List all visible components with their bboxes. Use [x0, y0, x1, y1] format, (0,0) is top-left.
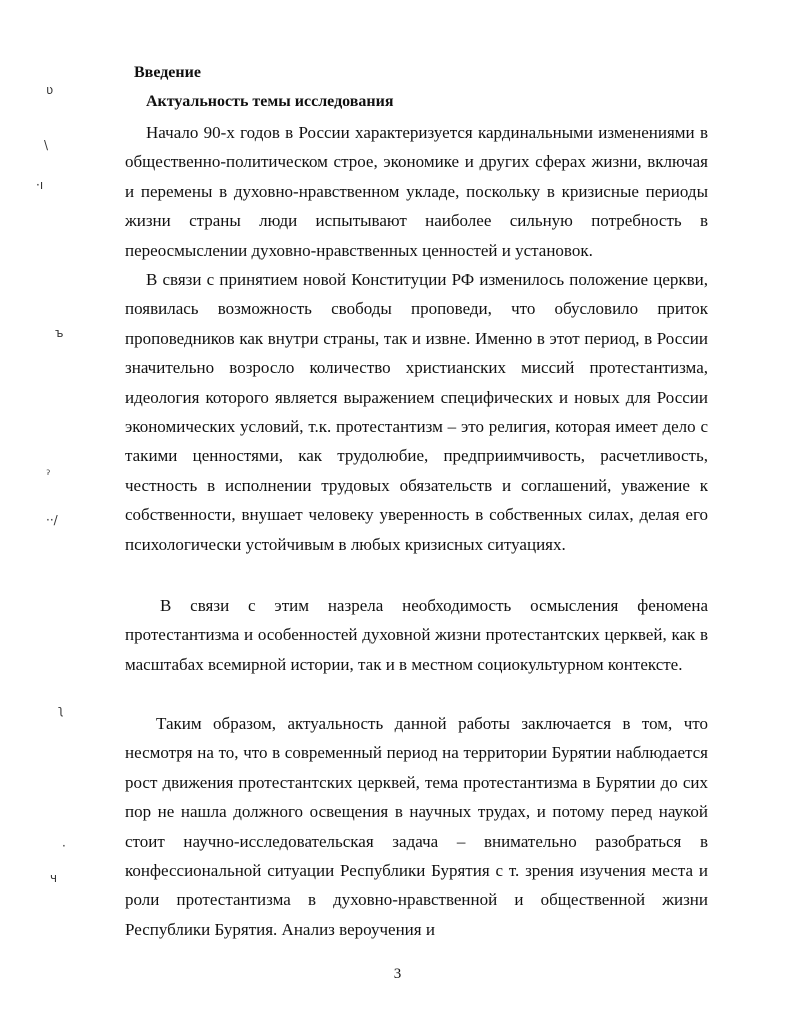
scan-mark-icon: ·ı [36, 178, 44, 192]
scan-mark-icon: ʅ [58, 703, 64, 717]
section-heading-introduction: Введение [134, 64, 201, 81]
scan-mark-icon: \ [44, 138, 49, 152]
scan-mark-icon: ч [50, 871, 58, 885]
paragraph-4: Таким образом, актуальность данной работы заключается в том, что несмотря на то, что в современный период на территории Бурятии наблюдается рост движения протестантских церквей, тема протестантизма в Бурятии до сих пор не нашла должного освещения в научных трудах, и потому перед наукой стоит научно-исследовательская задача – внимательно разобраться в конфессиональной ситуации Республики Бурятия с т. зрения изучения места и роли протестантизма в духовно-нравственной и общественной жизни Республики Бурятия. Анализ вероучения и [125, 714, 708, 939]
scan-mark-icon: ʋ [46, 83, 54, 97]
scan-mark-icon: · [62, 839, 66, 853]
scan-mark-icon: ъ [55, 326, 64, 340]
scan-mark-icon: ˀ [46, 468, 51, 482]
subsection-heading-relevance: Актуальность темы исследования [146, 93, 394, 110]
page-number: 3 [393, 966, 402, 982]
paragraph-1: Начало 90-х годов в России характеризуется кардинальными изменениями в общественно-политическом строе, экономике и других сферах жизни, включая и перемены в духовно-нравственном укладе, поскольку в кризисные периоды жизни страны люди испытывают наиболее сильную потребность в переосмыслении духовно-нравственных ценностей и установок. [125, 123, 708, 260]
paragraph-3: В связи с этим назрела необходимость осмысления феномена протестантизма и особенностей духовной жизни протестантских церквей, как в масштабах всемирной истории, так и в местном социокультурном контексте. [125, 596, 708, 674]
scan-mark-icon: ··/ [46, 513, 58, 527]
paragraph-2: В связи с принятием новой Конституции РФ изменилось положение церкви, появилась возможность свободы проповеди, что обусловило приток проповедников как внутри страны, так и извне. Именно в этот период, в России значительно возросло количество христианских миссий протестантизма, идеология которого является выражением специфических и новых для России экономических условий, т.к. протестантизм – это религия, которая имеет дело с такими ценностями, как трудолюбие, предприимчивость, расчетливость, честность в исполнении трудовых обязательств и соглашений, уважение к собственности, внушает человеку уверенность в собственных силах, делая его психологически устойчивым в любых кризисных ситуациях. [125, 270, 708, 554]
